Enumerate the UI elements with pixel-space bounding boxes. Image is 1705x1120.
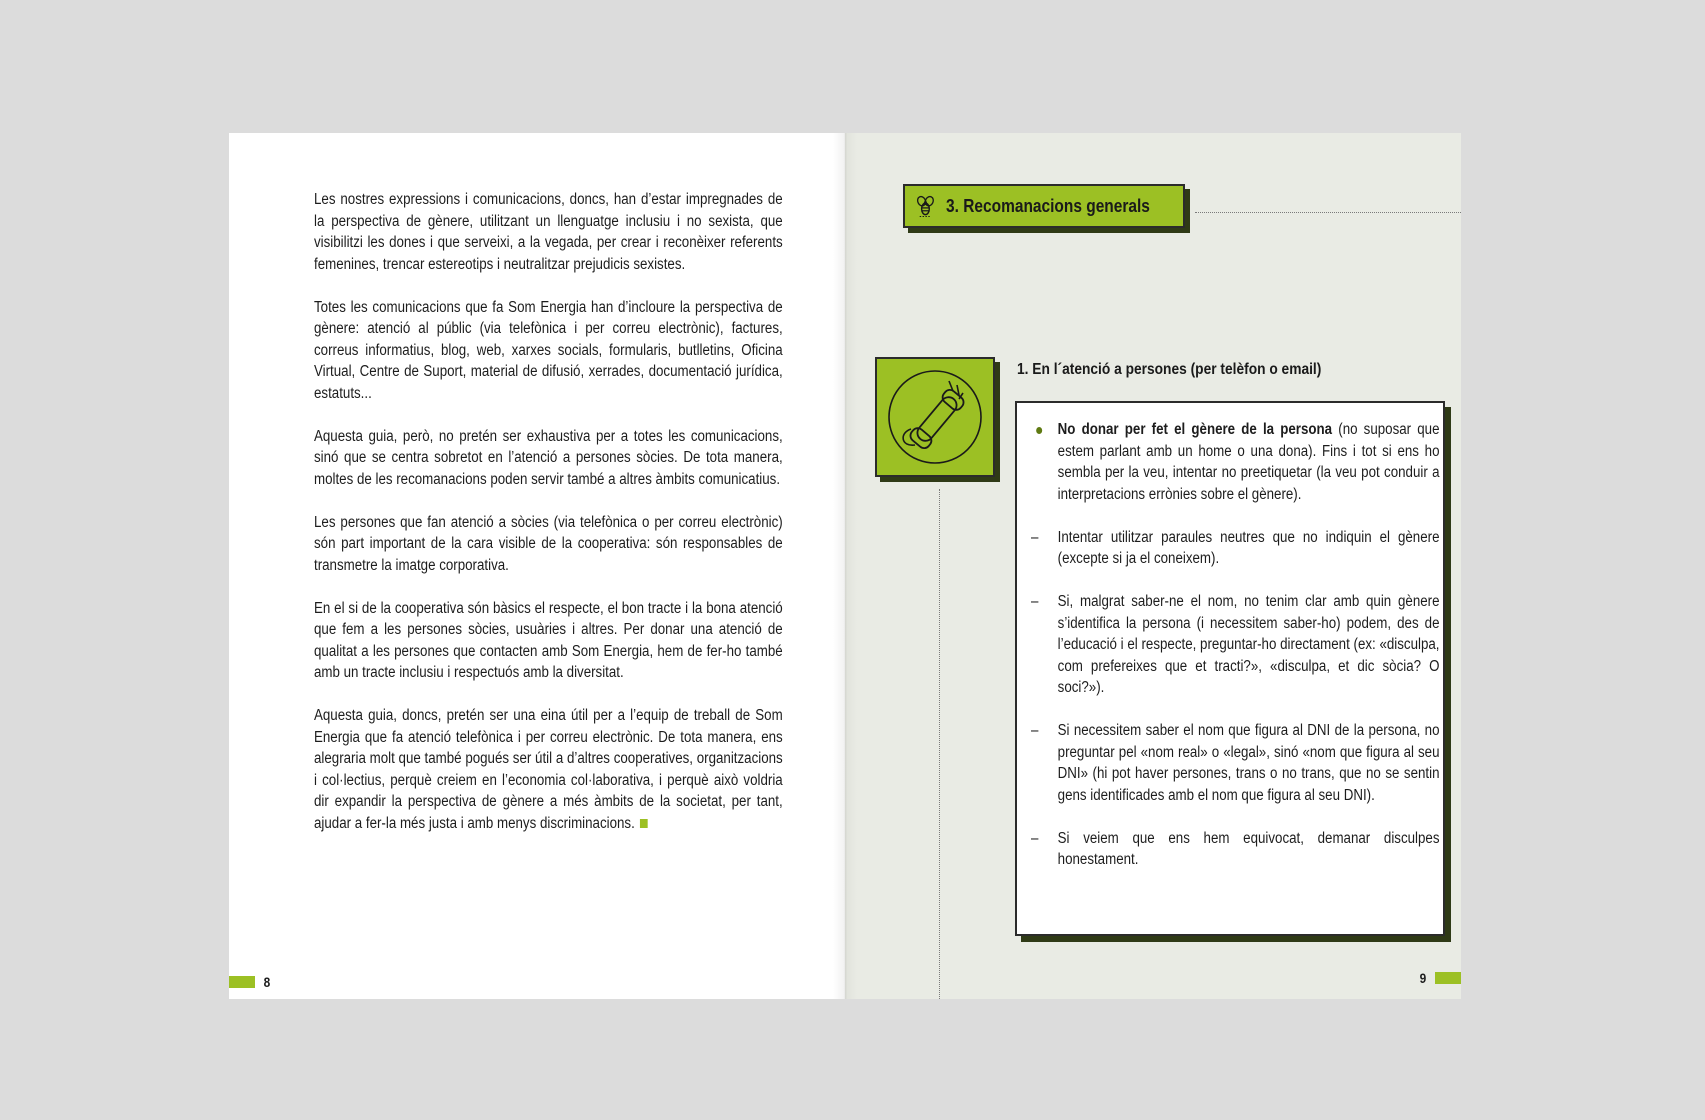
telephone-handset-icon: [877, 359, 993, 475]
right-page: [845, 133, 1461, 999]
dash-marker: –: [1031, 593, 1039, 610]
block-heading: 1. En l´atenció a persones (per telèfon o email): [1017, 361, 1322, 378]
page-tab-marker: [229, 976, 255, 988]
list-item: [1031, 591, 1440, 699]
dash-marker: –: [1031, 722, 1039, 739]
end-mark-icon: [640, 819, 648, 828]
list-item: [1031, 720, 1440, 806]
paragraph: Aquesta guia, però, no pretén ser exhaustiva per a totes les comunicacions, sinó que se centra sobretot en l’atenció a persones sòcies. De tota manera, moltes de les recomanacions poden servir també a altres àmbits comunicatius.: [314, 427, 783, 488]
item-text: Si necessitem saber el nom que figura al DNI de la persona, no preguntar pel «nom real» o «legal», sinó «nom que figura al seu DNI» (hi pot haver persones, trans o no trans, que no se sentin gens identificades amb el nom que figura al seu DNI).: [1057, 722, 1440, 804]
dash-marker: –: [1031, 528, 1039, 546]
dotted-rule-vertical: [939, 489, 940, 999]
item-text: Intentar utilitzar paraules neutres que no indiquin el gènere (excepte si ja el coneixem).: [1057, 528, 1440, 567]
bee-icon: [913, 193, 938, 219]
book-gutter-shadow: [833, 133, 857, 999]
page-number-text: 8: [263, 974, 271, 990]
paragraph-text: Aquesta guia, doncs, pretén ser una eina útil per a l’equip de treball de Som Energia que fa atenció telefònica i per correu electrònic. De tota manera, ens alegraria molt que també pogués ser útil a d’altres cooperatives, organitzacions i col·lectius, perquè creiem en l’economia col·laborativa, i perquè això voldria dir expandir la perspectiva de gènere a més àmbits de la societat, per tant, ajudar a fer-la més justa i amb menys discriminacions.: [314, 707, 783, 832]
section-title: 3. Recomanacions generals: [945, 195, 1150, 216]
item-bold-text: No donar per fet el gènere de la persona: [1057, 421, 1333, 438]
telephone-icon-box: [875, 357, 995, 477]
page-number-right: [1419, 968, 1461, 988]
paragraph: Les persones que fan atenció a sòcies (via telefònica o per correu electrònic) són part important de la cara visible de la cooperativa: són responsables de transmetre la imatge corporativa.: [314, 513, 783, 574]
paragraph-last: [314, 705, 783, 834]
booklet-spread: [229, 133, 1461, 999]
section-header: [903, 184, 1185, 228]
left-page: [229, 133, 845, 999]
recommendations-box: [1015, 401, 1445, 936]
list-item: [1031, 419, 1440, 505]
paragraph: Totes les comunicacions que fa Som Energia han d’incloure la perspectiva de gènere: atenció al públic (via telefònica i per correu electrònic), factures, correus informatius, blog, web, xarxes socials, formularis, butlletins, Oficina Virtual, Centre de Suport, material de difusió, xerrades, documentació jurídica, estatuts...: [314, 298, 783, 402]
bullet-icon: [1031, 419, 1050, 441]
list-item: [1031, 527, 1440, 570]
dotted-rule-horizontal: [1195, 212, 1461, 213]
item-text: Si, malgrat saber-ne el nom, no tenim clar amb quin gènere s’identifica la persona (i necessitem saber-ho) podem, des de l’educació i el respecte, preguntar-ho directament (ex: «disculpa, com prefereixes que et tracti?», «disculpa, et dic sòcia? O soci?»).: [1057, 593, 1440, 696]
dash-marker: –: [1031, 829, 1039, 847]
list-item: [1031, 828, 1440, 871]
paragraph: Les nostres expressions i comunicacions, doncs, han d’estar impregnades de la perspectiva de gènere, utilitzant un llenguatge inclusiu i no sexista, que visibilitzi les dones i que serveixi, a la vegada, per crear i reconèixer referents femenines, trencar estereotips i neutralitzar prejudicis sexistes.: [314, 191, 783, 273]
paragraph: En el si de la cooperativa són bàsics el respecte, el bon tracte i la bona atenció que fem a les persones sòcies, usuàries i altres. Per donar una atenció de qualitat a les persones que contacten amb Som Energia, hem de fer-ho també amb un tracte inclusiu i respectuós amb la diversitat.: [314, 599, 783, 681]
page-tab-marker: [1435, 972, 1461, 984]
recommendations-list: [1031, 419, 1440, 892]
page-number-text: 9: [1419, 970, 1427, 986]
item-text: (no suposar que estem parlant amb un home o una dona). Fins i tot si ens ho sembla per la veu, intentar no preetiquetar (la veu pot conduir a interpretacions errònies sobre el gènere).: [1057, 421, 1440, 503]
left-page-text: [314, 189, 783, 856]
page-number-left: [229, 972, 271, 992]
item-text: Si veiem que ens hem equivocat, demanar disculpes honestament.: [1057, 829, 1440, 868]
